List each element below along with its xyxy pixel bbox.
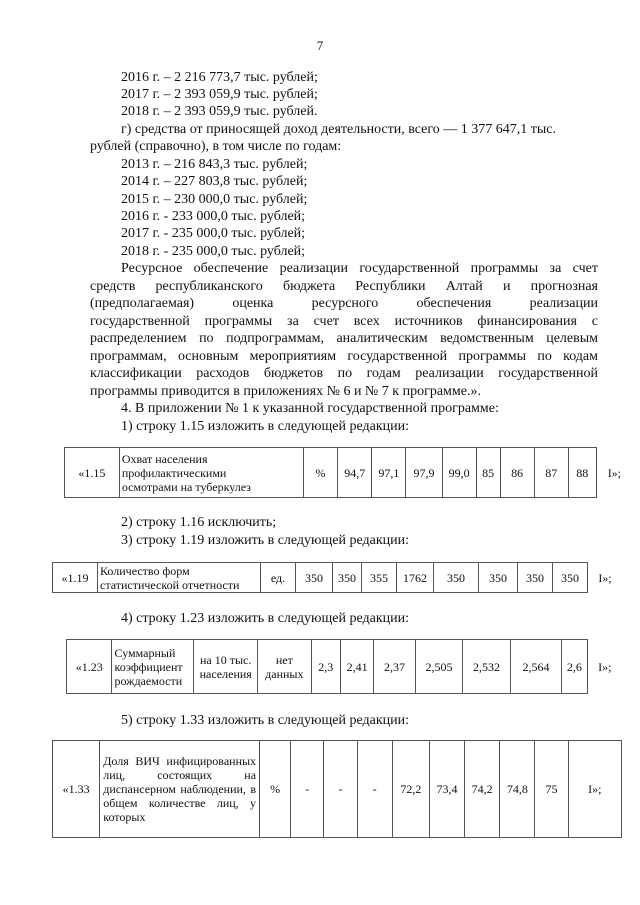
text-line: 2018 г. – 2 393 059,9 тыс. рублей. bbox=[121, 104, 318, 119]
value-cell: - bbox=[324, 741, 357, 838]
row-name: Количество форм статистической отчетности bbox=[98, 563, 261, 593]
text-line: г) средства от приносящей доход деятельности, всего — 1 377 647,1 тыс. bbox=[121, 122, 557, 137]
value-cell: 74,2 bbox=[465, 741, 500, 838]
table-row-1-33 bbox=[52, 740, 622, 838]
row-end-mark: I»; bbox=[568, 741, 621, 838]
row-unit: ед. bbox=[261, 563, 296, 593]
text-line: 2016 г. – 2 216 773,7 тыс. рублей; bbox=[121, 70, 318, 85]
item-heading: 4) строку 1.23 изложить в следующей редакции: bbox=[121, 611, 410, 626]
text-line: Ресурсное обеспечение реализации государственной программы за счет bbox=[121, 261, 598, 276]
text-line: 2018 г. - 235 000,0 тыс. рублей; bbox=[121, 244, 306, 259]
item-heading: 5) строку 1.33 изложить в следующей редакции: bbox=[121, 713, 410, 728]
value-cell: 2,505 bbox=[415, 640, 463, 694]
row-unit: % bbox=[303, 448, 337, 498]
text-line: (предполагаемая) оценка ресурсного обеспечения реализации bbox=[90, 296, 598, 311]
value-cell: 86 bbox=[500, 448, 534, 498]
row-name: Доля ВИЧ инфицированных лиц, состоящих на диспансерном наблюдении, в общем количестве лиц, у которых bbox=[100, 741, 260, 838]
value-cell: 2,532 bbox=[463, 640, 511, 694]
item-heading: 1) строку 1.15 изложить в следующей редакции: bbox=[121, 419, 410, 434]
text-line: средств республиканского бюджета Республики Алтай и прогнозная bbox=[90, 279, 598, 294]
value-cell: 350 bbox=[434, 563, 479, 593]
value-cell: 350 bbox=[479, 563, 518, 593]
value-cell: - bbox=[357, 741, 392, 838]
value-cell: 2,37 bbox=[374, 640, 415, 694]
value-cell: 97,1 bbox=[372, 448, 406, 498]
value-cell: 2,6 bbox=[562, 640, 587, 694]
value-cell: 350 bbox=[296, 563, 333, 593]
row-end-mark: I»; bbox=[598, 659, 612, 674]
table-row-1-19 bbox=[52, 562, 622, 593]
value-cell: 85 bbox=[476, 448, 500, 498]
row-end-mark: I»; bbox=[607, 465, 622, 480]
value-cell: 99,0 bbox=[442, 448, 476, 498]
value-cell: 350 bbox=[333, 563, 362, 593]
text-line: государственной программы за счет всех источников финансирования с bbox=[90, 314, 598, 329]
text-line: 2014 г. – 227 803,8 тыс. рублей; bbox=[121, 174, 308, 189]
value-cell: 87 bbox=[534, 448, 568, 498]
point-heading: 4. В приложении № 1 к указанной государственной программе: bbox=[121, 401, 499, 416]
row-unit: на 10 тыс. населения bbox=[194, 640, 258, 694]
value-cell: 73,4 bbox=[429, 741, 464, 838]
row-code: «1.19 bbox=[53, 563, 98, 593]
value-cell: 75 bbox=[535, 741, 568, 838]
value-cell: 74,8 bbox=[500, 741, 535, 838]
value-cell: 350 bbox=[518, 563, 553, 593]
row-name: Охват населения профилактическими осмотрами на туберкулез bbox=[119, 448, 303, 498]
page-number: 7 bbox=[316, 38, 324, 53]
value-cell: 2,3 bbox=[311, 640, 340, 694]
value-cell: 94,7 bbox=[338, 448, 372, 498]
text-line: программам, основным мероприятиям государственной программы по кодам bbox=[90, 349, 598, 364]
text-line: 2015 г. – 230 000,0 тыс. рублей; bbox=[121, 192, 308, 207]
item-heading: 3) строку 1.19 изложить в следующей редакции: bbox=[121, 533, 410, 548]
text-line: 2013 г. – 216 843,3 тыс. рублей; bbox=[121, 157, 308, 172]
text-line: 2016 г. - 233 000,0 тыс. рублей; bbox=[121, 209, 306, 224]
value-cell: 355 bbox=[362, 563, 397, 593]
item-heading: 2) строку 1.16 исключить; bbox=[121, 515, 277, 530]
table-row-1-23 bbox=[66, 639, 622, 694]
text-line: рублей (справочно), в том числе по годам: bbox=[90, 139, 342, 154]
value-cell: 72,2 bbox=[392, 741, 429, 838]
value-cell: 97,9 bbox=[406, 448, 442, 498]
text-line: 2017 г. - 235 000,0 тыс. рублей; bbox=[121, 226, 306, 241]
value-cell: 350 bbox=[553, 563, 588, 593]
row-code: «1.23 bbox=[67, 640, 112, 694]
value-cell: 88 bbox=[568, 448, 596, 498]
value-cell: 2,564 bbox=[510, 640, 562, 694]
row-name: Суммарный коэффициент рождаемости bbox=[112, 640, 194, 694]
text-line: распределением по подпрограммам, аналитическим ведомственным целевым bbox=[90, 331, 598, 346]
value-cell: - bbox=[291, 741, 324, 838]
row-unit: % bbox=[260, 741, 291, 838]
text-line: 2017 г. – 2 393 059,9 тыс. рублей; bbox=[121, 87, 318, 102]
no-data-cell: нет данных bbox=[258, 640, 312, 694]
row-code: «1.33 bbox=[53, 741, 100, 838]
row-end-mark: I»; bbox=[598, 570, 612, 585]
table-row-1-15 bbox=[64, 447, 632, 498]
row-code: «1.15 bbox=[65, 448, 120, 498]
text-line: программы приводится в приложениях № 6 и № 7 к программе.». bbox=[90, 384, 481, 399]
value-cell: 1762 bbox=[397, 563, 434, 593]
text-line: классификации расходов бюджетов по годам реализации государственной bbox=[90, 366, 598, 381]
value-cell: 2,41 bbox=[340, 640, 373, 694]
